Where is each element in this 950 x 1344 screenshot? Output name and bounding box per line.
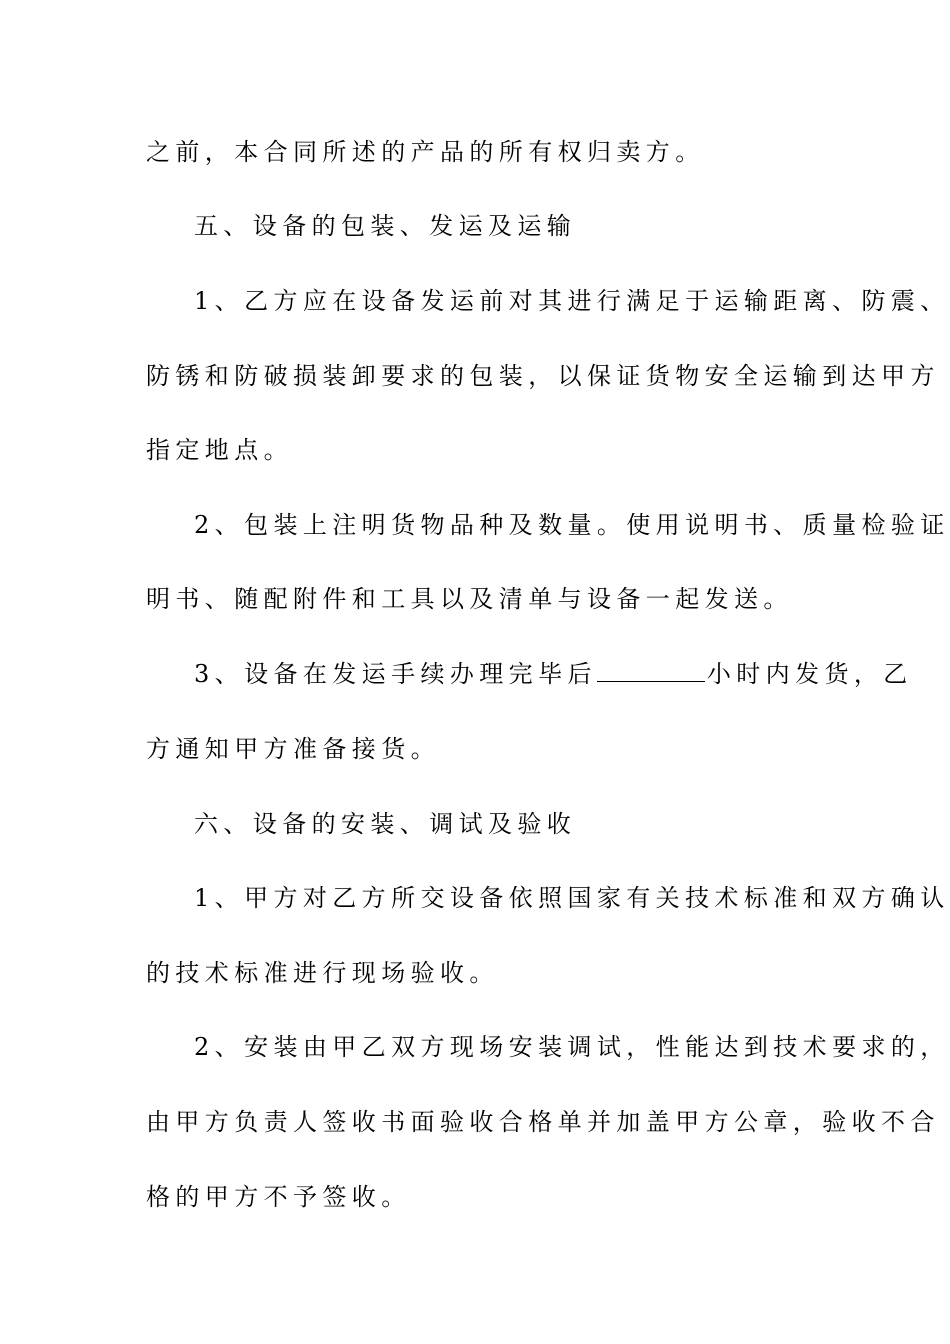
paragraph-line: 防锈和防破损装卸要求的包装，以保证货物安全运输到达甲方 [146, 362, 940, 390]
paragraph-line: 由甲方负责人签收书面验收合格单并加盖甲方公章，验收不合 [146, 1108, 940, 1136]
line-text-before-blank: 3、设备在发运手续办理完毕后 [194, 660, 597, 688]
paragraph-line: 的技术标准进行现场验收。 [146, 959, 499, 987]
paragraph-line: 2、安装由甲乙双方现场安装调试，性能达到技术要求的， [194, 1033, 950, 1061]
section-heading: 五、设备的包装、发运及运输 [194, 212, 577, 240]
paragraph-line: 明书、随配附件和工具以及清单与设备一起发送。 [146, 585, 793, 613]
fill-in-blank [597, 661, 705, 682]
paragraph-line-with-blank [194, 660, 913, 688]
paragraph-line: 2、包装上注明货物品种及数量。使用说明书、质量检验证 [194, 511, 950, 539]
paragraph-line: 方通知甲方准备接货。 [146, 735, 440, 763]
paragraph-line: 1、乙方应在设备发运前对其进行满足于运输距离、防震、 [194, 287, 950, 315]
paragraph-line: 1、甲方对乙方所交设备依照国家有关技术标准和双方确认 [194, 884, 950, 912]
section-heading: 六、设备的安装、调试及验收 [194, 810, 577, 838]
paragraph-line: 之前，本合同所述的产品的所有权归卖方。 [146, 138, 705, 166]
paragraph-line: 格的甲方不予签收。 [146, 1183, 411, 1211]
paragraph-line: 指定地点。 [146, 436, 293, 464]
line-text-after-blank: 小时内发货，乙 [706, 660, 913, 688]
